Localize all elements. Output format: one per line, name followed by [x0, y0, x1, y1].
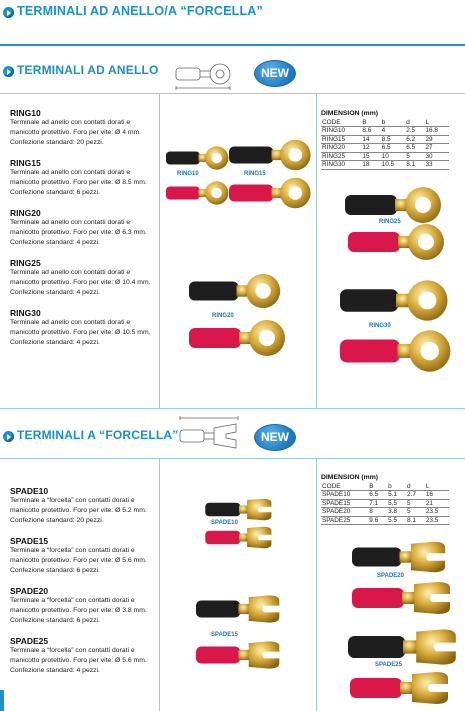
spade10-image: [205, 496, 273, 523]
new-badge: NEW: [254, 424, 296, 451]
product-description: Terminale ad anello con contatti dorati e manicotto protettivo. Foro per vite: Ø 10.4 mm. Confezione standard: 4 pezzi.: [10, 269, 151, 296]
ring-column-divider-1: [159, 94, 160, 408]
table-cell: 8.6: [361, 127, 380, 136]
spade-terminal-diagram-icon: [172, 412, 252, 454]
spade-product-item: [10, 536, 155, 586]
product-code: RING25: [10, 258, 41, 268]
product-description: Terminale a “forcella” con contatti dorati e manicotto protettivo. Foro per vite: Ø 5.6 mm. Confezione standard: 4 pezzi.: [10, 647, 147, 674]
header-divider: [0, 44, 465, 46]
product-code: RING10: [10, 108, 41, 118]
dimension-header-cell: d: [405, 119, 424, 127]
product-description: Terminale a “forcella” con contatti dorati e manicotto protettivo. Foro per vite: Ø 5.2 mm. Confezione standard: 20 pezzi.: [10, 497, 147, 524]
table-cell: 14: [361, 135, 380, 144]
ring-column-divider-2: [316, 94, 317, 408]
table-cell: 29: [424, 135, 449, 144]
table-cell: 5: [406, 508, 425, 517]
dimension-header-cell: b: [387, 483, 406, 491]
ring-section-divider: [0, 93, 465, 94]
table-cell: 10.5: [381, 161, 406, 170]
table-cell: 27: [424, 144, 449, 153]
table-cell: 3.8: [387, 508, 406, 517]
table-cell: 23.5: [425, 508, 449, 517]
ring25-red-image: [348, 222, 448, 262]
product-description: Terminale ad anello con contatti dorati e manicotto protettivo. Foro per vite: Ø 8.5 mm. Confezione standard: 6 pezzi.: [10, 169, 147, 196]
ring-product-item: [10, 158, 155, 208]
ring-terminal-diagram-icon: [170, 54, 245, 92]
product-description: Terminale ad anello con contatti dorati e manicotto protettivo. Foro per vite: Ø 10.5 mm. Confezione standard: 4 pezzi.: [10, 319, 151, 346]
product-code: RING30: [10, 308, 41, 318]
ring10-caption: RING10: [177, 171, 199, 177]
table-cell: 30: [424, 152, 449, 161]
table-cell: 4: [381, 127, 406, 136]
product-code: RING15: [10, 158, 41, 168]
ring-section-title: TERMINALI AD ANELLO: [17, 63, 159, 77]
spade-section-top-divider: [0, 408, 465, 409]
table-cell: 16.8: [424, 127, 449, 136]
spade-column-divider-1: [159, 459, 160, 711]
ring-section-bullet-icon: [3, 66, 14, 77]
spade-section-title: TERMINALI A “FORCELLA”: [17, 428, 179, 442]
ring10-red-image: [166, 180, 231, 206]
table-row: [321, 144, 449, 153]
dimension-header-cell: L: [424, 119, 449, 127]
table-cell: 16: [425, 491, 449, 500]
table-cell: 5.5: [387, 516, 406, 525]
table-cell: 10: [381, 152, 406, 161]
table-cell: 12: [361, 144, 380, 153]
ring30-caption: RING30: [369, 323, 391, 329]
table-cell: 2.5: [405, 127, 424, 136]
table-cell: 33: [424, 161, 449, 170]
ring-product-item: [10, 258, 155, 308]
product-code: SPADE20: [10, 586, 49, 596]
ring30-image: [340, 278, 452, 323]
dimension-header-cell: L: [425, 483, 449, 491]
ring20-image: [189, 272, 284, 310]
table-row: [321, 152, 449, 161]
spade-column-divider-2: [316, 459, 317, 711]
dimension-header-cell: d: [406, 483, 425, 491]
table-cell: RING10: [321, 127, 361, 136]
table-cell: 5.5: [387, 499, 406, 508]
table-row: [321, 135, 449, 144]
product-description: Terminale a “forcella” con contatti dorati e manicotto protettivo. Foro per vite: Ø 3.8 mm. Confezione standard: 6 pezzi.: [10, 597, 147, 624]
spade25-image: [348, 625, 458, 669]
spade20-caption: SPADE20: [377, 573, 404, 579]
table-cell: 9.6: [368, 516, 387, 525]
ring10-image: [166, 145, 231, 171]
table-cell: SPADE25: [321, 516, 368, 525]
product-code: SPADE25: [10, 636, 49, 646]
spade-dimension-title: DIMENSION (mm): [321, 474, 379, 481]
spade-product-list: [10, 486, 155, 686]
table-cell: RING25: [321, 152, 361, 161]
table-cell: 15: [361, 152, 380, 161]
dimension-header-cell: B: [368, 483, 387, 491]
spade10-red-image: [205, 524, 273, 551]
table-cell: 21: [425, 499, 449, 508]
table-row: [321, 499, 449, 508]
table-row: [321, 161, 449, 170]
ring15-red-image: [229, 176, 314, 210]
product-description: Terminale a “forcella” con contatti dorati e manicotto protettivo. Foro per vite: Ø 5.6 mm. Confezione standard: 6 pezzi.: [10, 547, 147, 574]
ring-product-item: [10, 108, 155, 158]
table-cell: SPADE15: [321, 499, 368, 508]
table-cell: 6.5: [381, 144, 406, 153]
ring-dimension-title: DIMENSION (mm): [321, 110, 379, 117]
ring20-caption: RING20: [212, 313, 234, 319]
table-cell: 5: [406, 499, 425, 508]
product-code: SPADE10: [10, 486, 49, 496]
table-cell: 18: [361, 161, 380, 170]
table-cell: 7.1: [368, 499, 387, 508]
table-cell: 5: [405, 152, 424, 161]
spade15-image: [196, 592, 281, 626]
table-cell: 8: [368, 508, 387, 517]
ring30-red-image: [340, 328, 455, 374]
table-cell: 8.5: [381, 135, 406, 144]
table-cell: SPADE10: [321, 491, 368, 500]
table-row: [321, 508, 449, 517]
new-badge: NEW: [254, 60, 296, 87]
table-cell: 6.5: [405, 144, 424, 153]
table-cell: 23.5: [425, 516, 449, 525]
table-row: [321, 491, 449, 500]
dimension-header-cell: b: [381, 119, 406, 127]
spade25-red-image: [345, 668, 455, 708]
spade-product-item: [10, 586, 155, 636]
table-cell: 8.1: [405, 161, 424, 170]
table-row: [321, 127, 449, 136]
spade15-red-image: [196, 638, 281, 672]
product-code: RING20: [10, 208, 41, 218]
spade20-image: [352, 538, 447, 576]
table-cell: 6.5: [368, 491, 387, 500]
dimension-header-cell: CODE: [321, 483, 368, 491]
dimension-header-cell: B: [361, 119, 380, 127]
product-code: SPADE15: [10, 536, 49, 546]
ring-dimension-table: [321, 119, 449, 170]
table-row: [321, 516, 449, 525]
table-cell: SPADE20: [321, 508, 368, 517]
spade10-caption: SPADE10: [211, 520, 238, 526]
header-bullet-icon: [3, 7, 14, 18]
spade-section-divider: [0, 458, 465, 459]
product-description: Terminale ad anello con contatti dorati e manicotto protettivo. Foro per vite: Ø 4 mm. Confezione standard: 20 pezzi.: [10, 119, 142, 146]
ring-product-list: [10, 108, 155, 358]
spade-product-item: [10, 636, 155, 686]
ring-product-item: [10, 308, 155, 358]
table-cell: 6.2: [405, 135, 424, 144]
table-cell: RING30: [321, 161, 361, 170]
table-cell: 2.7: [406, 491, 425, 500]
table-cell: RING20: [321, 144, 361, 153]
product-description: Terminale ad anello con contatti dorati e manicotto protettivo. Foro per vite: Ø 6.3 mm. Confezione standard: 4 pezzi.: [10, 219, 147, 246]
table-cell: 5.1: [387, 491, 406, 500]
spade15-caption: SPADE15: [211, 632, 238, 638]
spade-section-bullet-icon: [3, 431, 14, 442]
page-edge-accent: [0, 690, 4, 711]
page-title: TERMINALI AD ANELLO/A “FORCELLA”: [17, 4, 263, 18]
ring15-image: [229, 138, 314, 172]
spade25-caption: SPADE25: [375, 662, 402, 668]
dimension-header-cell: CODE: [321, 119, 361, 127]
spade-product-item: [10, 486, 155, 536]
ring20-red-image: [189, 318, 289, 358]
ring-product-item: [10, 208, 155, 258]
table-cell: 8.1: [406, 516, 425, 525]
dimension-header-row: [321, 119, 449, 127]
spade-dimension-table: [321, 483, 449, 525]
spade20-red-image: [352, 578, 452, 618]
table-cell: RING15: [321, 135, 361, 144]
ring25-caption: RING25: [379, 219, 401, 225]
ring15-caption: RING15: [244, 171, 266, 177]
dimension-header-row: [321, 483, 449, 491]
